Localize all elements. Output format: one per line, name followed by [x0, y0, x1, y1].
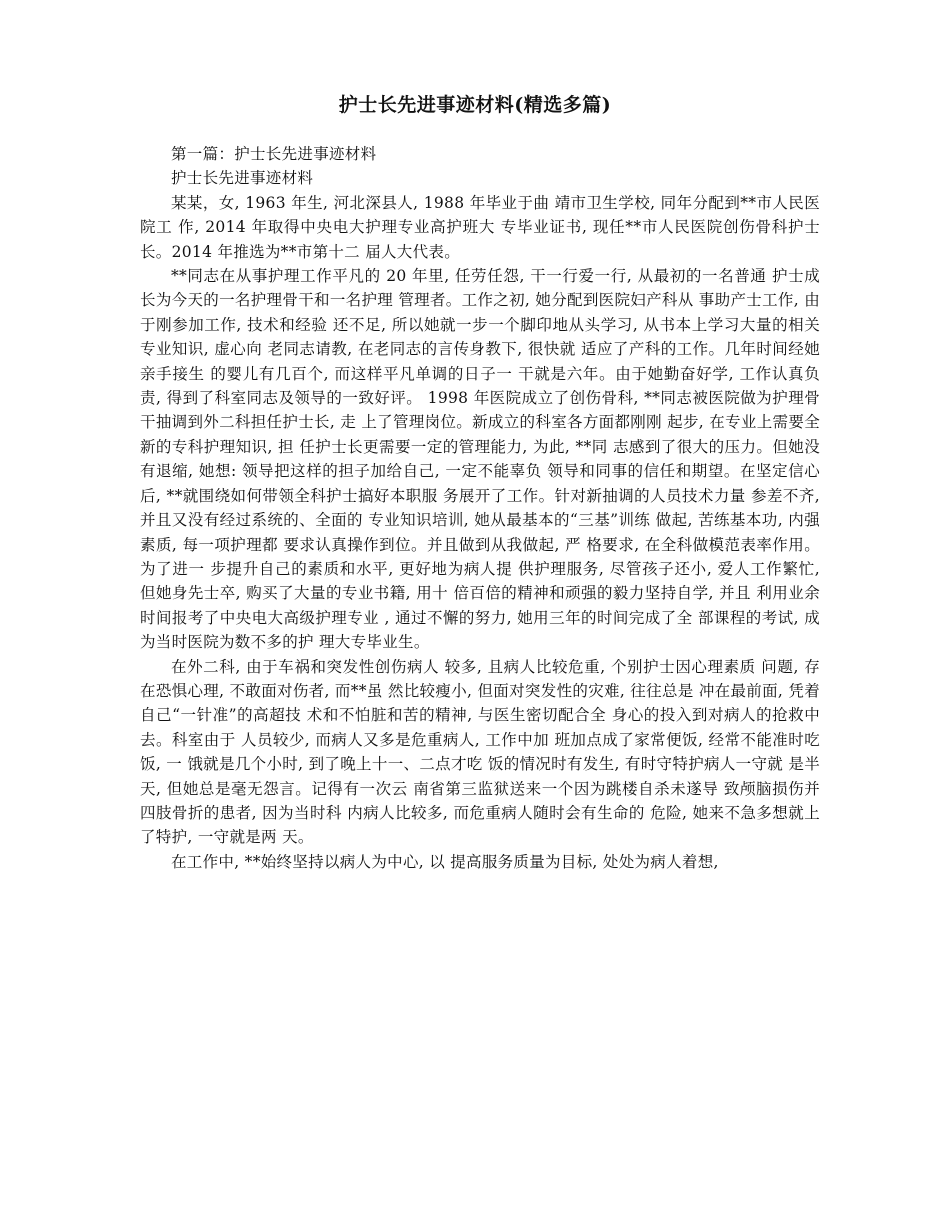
paragraph: 某某，女, 1963 年生, 河北深县人, 1988 年毕业于曲 靖市卫生学校, 同年分配到**市人民医院工 作, 2014 年取得中央电大护理专业高护班大 专毕业证书, 现任**市人民医院创伤骨科护士长。2014 年推选为**市第十二 届人大代表。 [140, 193, 820, 261]
document-title: 护士长先进事迹材料(精选多篇) [338, 94, 612, 116]
document-body [140, 142, 820, 874]
paragraph: 在工作中, **始终坚持以病人为中心, 以 提高服务质量为目标, 处处为病人着想, [171, 852, 719, 871]
paragraph: **同志在从事护理工作平凡的 20 年里, 任劳任怨, 干一行爱一行, 从最初的一名普通 护士成长为今天的一名护理骨干和一名护理 管理者。工作之初, 她分配到医院妇产科从 事助产士工作, 由于刚参加工作, 技术和经验 还不足, 所以她就一步一个脚印地从头学习, 从书本上学习大量的相关专业知识, 虚心向 老同志请教, 在老同志的言传身教下, 很快就 适应了产科的工作。几年时间经她亲手接生 的婴儿有几百个, 而这样平凡单调的日子一 干就是六年。由于她勤奋好学, 工作认真负 责, 得到了科室同志及领导的一致好评。 1998 年医院成立了创伤骨科, **同志被医院做为护理骨干抽调到外二科担任护士长, 走 上了管理岗位。新成立的科室各方面都刚刚 起步, 在专业上需要全新的专科护理知识, 担 任护士长更需要一定的管理能力, 为此, **同 志感到了很大的压力。但她没有退缩, 她想: 领导把这样的担子加给自己, 一定不能辜负 领导和同事的信任和期望。在坚定信心 后, **就围绕如何带领全科护士搞好本职服 务展开了工作。针对新抽调的人员技术力量 参差不齐, 并且又没有经过系统的、全面的 专业知识培训, 她从最基本的“三基”训练 做起, 苦练基本功, 内强素质, 每一项护理都 要求认真操作到位。并且做到从我做起, 严 格要求, 在全科做模范表率作用。为了进一 步提升自己的素质和水平, 更好地为病人提 供护理服务, 尽管孩子还小, 爱人工作繁忙, 但她身先士卒, 购买了大量的专业书籍, 用十 倍百倍的精神和顽强的毅力坚持自学, 并且 利用业余时间报考了中央电大高级护理专业 , 通过不懈的努力, 她用三年的时间完成了全 部课程的考试, 成为当时医院为数不多的护 理大专毕业生。 [140, 267, 820, 652]
paragraph: 在外二科, 由于车祸和突发性创伤病人 较多, 且病人比较危重, 个别护士因心理素质 问题, 存在恐惧心理, 不敢面对伤者, 而**虽 然比较瘦小, 但面对突发性的灾难, 往往总是 冲在最前面, 凭着自己“一针准”的高超技 术和不怕脏和苦的精神, 与医生密切配合全 身心的投入到对病人的抢救中去。科室由于 人员较少, 而病人又多是危重病人, 工作中加 班加点成了家常便饭, 经常不能准时吃饭, 一 饿就是几个小时, 到了晚上十一、二点才吃 饭的情况时有发生, 有时守特护病人一守就 是半天, 但她总是毫无怨言。记得有一次云 南省第三监狱送来一个因为跳楼自杀未遂导 致颅脑损伤并四肢骨折的患者, 因为当时科 内病人比较多, 而危重病人随时会有生命的 危险, 她来不急多想就上了特护, 一守就是两 天。 [140, 657, 820, 847]
section-heading: 第一篇：护士长先进事迹材料 [171, 145, 377, 163]
sub-heading: 护士长先进事迹材料 [171, 169, 314, 188]
